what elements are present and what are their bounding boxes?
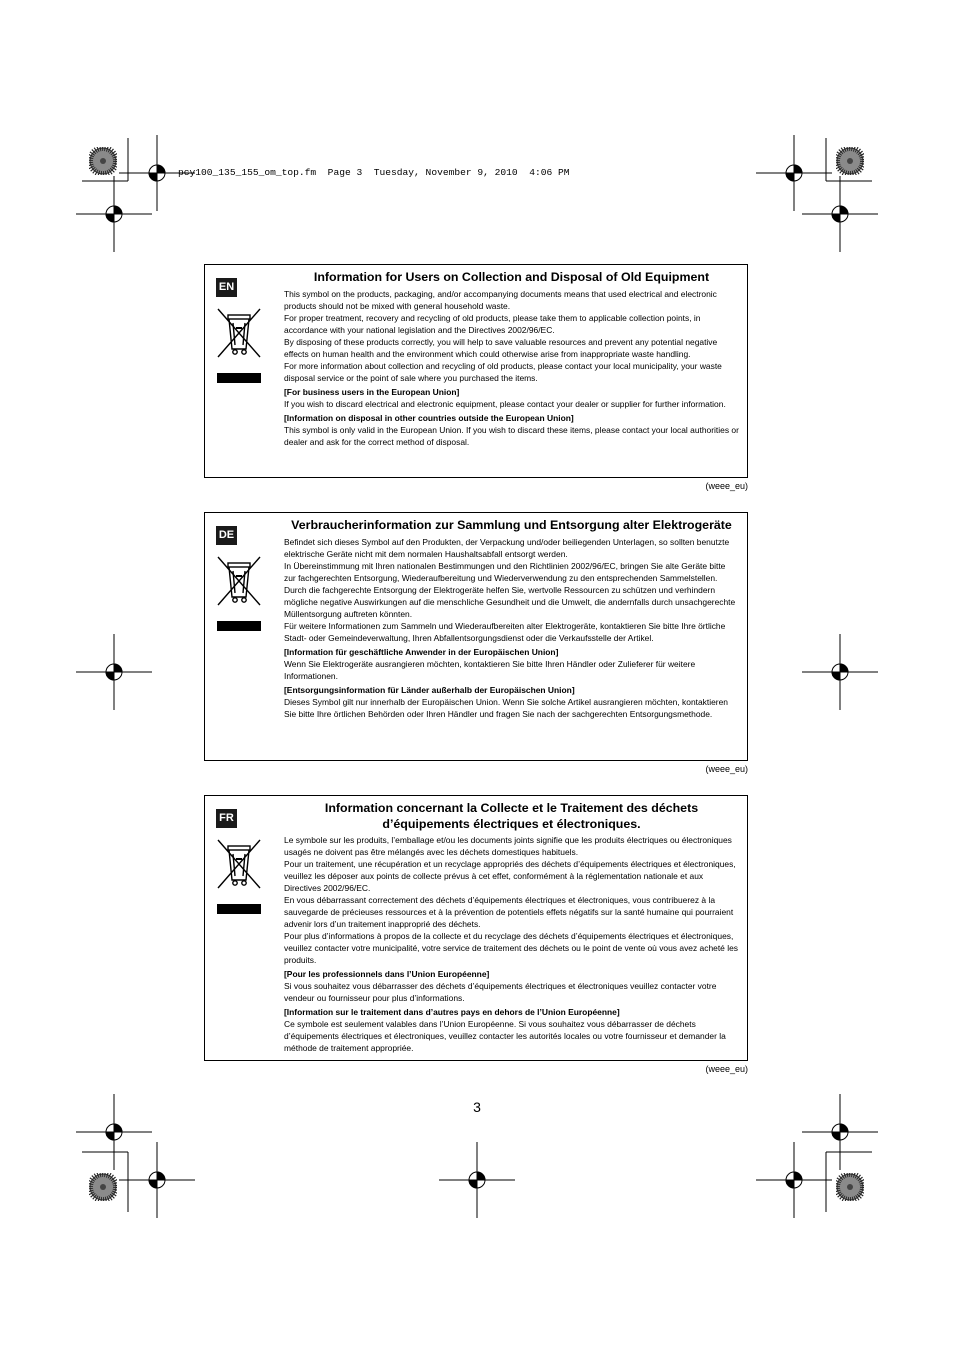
paragraph: If you wish to discard electrical and electronic equipment, please contact your dealer or supplier for further information. (284, 398, 726, 409)
color-target-icon (89, 147, 117, 175)
section-tag: (weee_eu) (705, 481, 748, 491)
section-title: Verbraucherinformation zur Sammlung und Entsorgung alter Elektrogeräte (291, 518, 732, 532)
section-de-text (284, 518, 739, 720)
paragraph: Befindet sich dieses Symbol auf den Produkten, der Verpackung und/oder beiliegenden Unterlagen, so sollten benutzte elektrische Geräte nicht mit dem normalen Haushaltsabfall entsorgt werden. (284, 536, 730, 559)
paragraph: This symbol is only valid in the European Union. If you wish to discard these items, please contact your local authorities or dealer and ask for the correct method of disposal. (284, 424, 739, 447)
subheading: [For business users in the European Union] (284, 386, 460, 397)
section-tag: (weee_eu) (705, 1064, 748, 1074)
weee-bin-icon (214, 305, 264, 383)
section-tag: (weee_eu) (705, 764, 748, 774)
language-badge: EN (216, 278, 237, 297)
registration-mark-icon (76, 634, 152, 710)
section-title: Information concernant la Collecte et le Traitement des déchets d’équipements électriques et électroniques. (324, 801, 699, 831)
paragraph: For proper treatment, recovery and recycling of old products, please take them to applicable collection points, in accordance with your national legislation and the Directives 2002/96/EC. (284, 312, 701, 335)
registration-mark-icon (802, 176, 878, 252)
weee-bin-icon (214, 836, 264, 914)
section-en-text (284, 270, 739, 448)
paragraph: For more information about collection and recycling of old products, please contact your local municipality, your waste disposal service or the point of sale where you purchased the items. (284, 360, 722, 383)
weee-bin-icon (214, 553, 264, 631)
paragraph: Pour un traitement, une récupération et un recyclage appropriés des déchets d’équipements électriques et électroniques, veuillez les déposer aux points de collecte prévus à cet effet, conformément à la réglementation nationale et aux Directives 2002/96/EC. (284, 859, 736, 893)
paragraph: Wenn Sie Elektrogeräte ausrangieren möchten, kontaktieren Sie bitte Ihren Händler oder Zulieferer für weitere Informationen. (284, 658, 696, 681)
registration-mark-icon (76, 176, 152, 252)
paragraph: This symbol on the products, packaging, and/or accompanying documents means that used electrical and electronic products should not be mixed with general household waste. (284, 288, 717, 311)
color-target-icon (89, 1173, 117, 1201)
paragraph: Si vous souhaitez vous débarrasser des déchets d’équipements électriques et électroniques veuillez contacter votre vendeur ou fournisseur pour plus d’informations. (284, 981, 717, 1003)
subheading: [Information sur le traitement dans d’autres pays en dehors de l’Union Européenne] (284, 1007, 620, 1017)
subheading: [Pour les professionnels dans l’Union Européenne] (284, 969, 490, 979)
section-fr (204, 795, 748, 1061)
file-info-header: pcy100_135_155_om_top.fm Page 3 Tuesday, November 9, 2010 4:06 PM (178, 167, 570, 178)
paragraph: Dieses Symbol gilt nur innerhalb der Europäischen Union. Wenn Sie solche Artikel ausrangieren möchten, kontaktieren Sie bitte Ihre örtlichen Behörden oder Ihren Händler und fragen Sie nach der sachgerechten Entsorgungsmethode. (284, 696, 728, 719)
subheading: [Entsorgungsinformation für Länder außerhalb der Europäischen Union] (284, 684, 575, 695)
paragraph: En vous débarrassant correctement des déchets d’équipements électriques et électroniques, vous contribuerez à la sauvegarde de précieuses ressources et à la prévention de potentiels effets négatifs sur la santé humaine qui pourraient advenir lors d’un traitement inapproprié des déchets. (284, 895, 734, 929)
registration-mark-icon (119, 1142, 195, 1218)
color-target-icon (836, 147, 864, 175)
section-fr-text (284, 801, 739, 1054)
section-de (204, 512, 748, 761)
registration-mark-icon (439, 1142, 515, 1218)
registration-mark-icon (756, 1142, 832, 1218)
paragraph: In Übereinstimmung mit Ihren nationalen Bestimmungen und den Richtlinien 2002/96/EC, bringen Sie alte Geräte bitte zur fachgerechten Entsorgung, Wiederaufbereitung und Wiederverwendung zu den entsprechenden Sammelstellen. (284, 560, 726, 583)
language-badge: FR (216, 809, 237, 828)
language-badge: DE (216, 526, 237, 545)
paragraph: Ce symbole est seulement valables dans l’Union Européenne. Si vous souhaitez vous débarrasser de déchets d’équipements électriques et électroniques, veuillez contacter les autorités locales ou votre fournisseur et demander la méthode de traitement appropriée. (284, 1019, 726, 1053)
paragraph: Durch die fachgerechte Entsorgung der Elektrogeräte helfen Sie, wertvolle Ressourcen zu schützen und verhindern mögliche negative Auswirkungen auf die menschliche Gesundheit und die Umwelt, die andernfalls durch unsachgerechte Müllentsorgung auftreten könnten. (284, 584, 736, 619)
paragraph: Le symbole sur les produits, l’emballage et/ou les documents joints signifie que les produits électriques ou électroniques usagés ne doivent pas être mélangés avec les déchets domestiques habituels. (284, 835, 732, 857)
page-number: 3 (473, 1099, 481, 1115)
section-en (204, 264, 748, 478)
paragraph: Pour plus d’informations à propos de la collecte et du recyclage des déchets d’équipements électriques et électroniques, veuillez contacter votre municipalité, votre service de traitement des déchets ou le point de vente où vous avez acheté les produits. (284, 931, 739, 965)
section-title: Information for Users on Collection and Disposal of Old Equipment (313, 270, 710, 284)
registration-mark-icon (802, 634, 878, 710)
subheading: [Information on disposal in other countries outside the European Union] (284, 412, 574, 423)
subheading: [Information für geschäftliche Anwender in der Europäischen Union] (284, 646, 559, 657)
paragraph: By disposing of these products correctly, you will help to save valuable resources and prevent any potential negative effects on human health and the environment which could otherwise arise from inappropriate waste handling. (284, 336, 718, 359)
color-target-icon (836, 1173, 864, 1201)
paragraph: Für weitere Informationen zum Sammeln und Wiederaufbereiten alter Elektrogeräte, kontaktieren Sie bitte Ihre örtliche Stadt- oder Gemeindeverwaltung, Ihren Abfallentsorgungsdienst oder die Verkaufsstelle der Artikel. (284, 620, 726, 643)
